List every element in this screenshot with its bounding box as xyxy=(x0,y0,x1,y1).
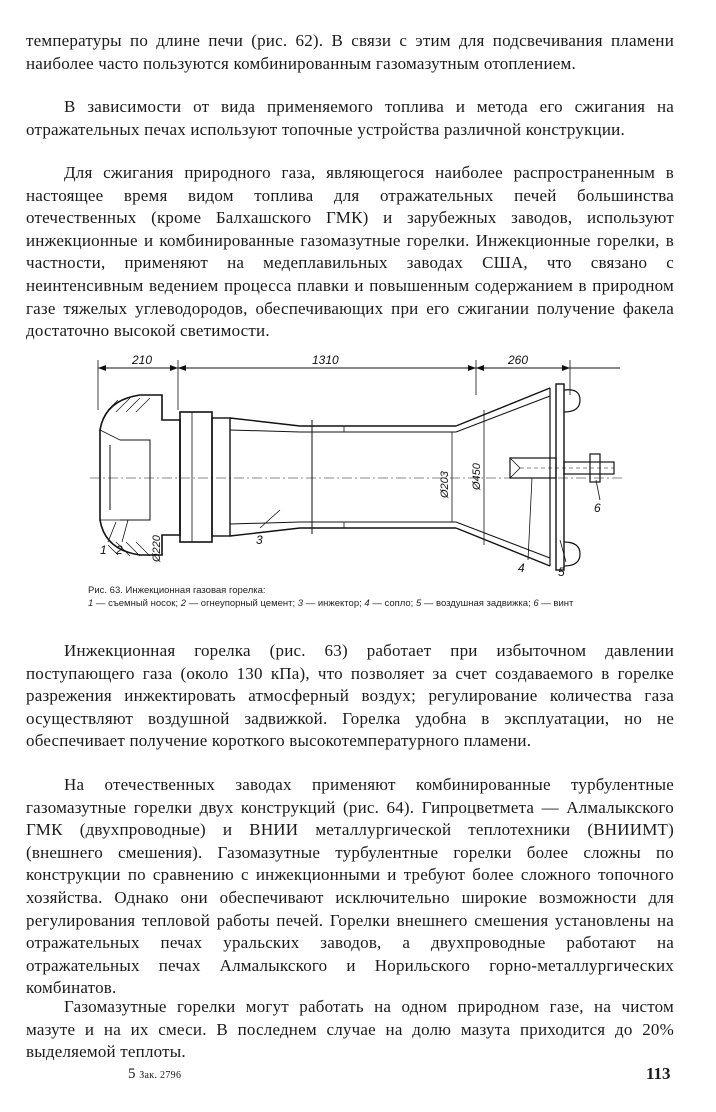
part-label-4: 4 xyxy=(518,561,525,575)
paragraph-4: Инжекционная горелка (рис. 63) работает при избыточном давлении поступающего газа (около 130 кПа), что позволяет за счет создаваемого в горелке разрежения инжектировать атмосферный воздух; регулирование количества газа осуществляют воздушной задвижкой. Горелка удобна в эксплуатации, но не обеспечивает получение короткого высокотемпературного пламени. xyxy=(26,641,674,751)
paragraph-3: Для сжигания природного газа, являющегося наиболее распространенным в настоящее время видом топлива для отражательных печей большинства отечественных (кроме Балхашского ГМК) и зарубежных заводов, используют инжекционные и комбинированные газомазутные горелки. Инжекционные горелки, в частности, применяют на медеплавильных заводах США, что связано с неинтенсивным ведением процесса плавки и повышенным содержанием в природном газе тяжелых углеводородов, обеспечивающих при его сжигании получение факела достаточно высокой светимости. xyxy=(26,163,674,341)
part-label-2: 2 xyxy=(116,543,123,557)
dimension-1310: 1310 xyxy=(312,353,339,367)
signature-text: Зак. 2796 xyxy=(139,1070,182,1081)
dimension-210: 210 xyxy=(132,353,153,367)
part-label-1: 1 xyxy=(100,543,107,557)
paragraph-2: В зависимости от вида применяемого топлива и метода его сжигания на отражательных печах используют топочные устройства различной конструкции. xyxy=(26,97,674,139)
caption-item-text-2: — огнеупорный цемент; xyxy=(186,597,298,609)
figure-caption xyxy=(88,585,598,610)
caption-item-num-6: 6 xyxy=(533,597,539,609)
caption-title: Рис. 63. Инжекционная газовая горелка: xyxy=(88,585,266,596)
caption-item-text-4: — сопло; xyxy=(369,597,416,609)
burner-drawing xyxy=(80,350,640,580)
paragraph-6: Газомазутные горелки могут работать на одном природном газе, на чистом мазуте и на их смеси. В последнем случае на долю мазута приходится до 20% выделяемой теплоты. xyxy=(26,997,674,1062)
page-number: 113 xyxy=(646,1064,671,1083)
diameter-220: Ø220 xyxy=(151,535,163,562)
caption-item-num-5: 5 xyxy=(415,597,422,609)
signature-number: 5 xyxy=(128,1066,136,1082)
part-label-3: 3 xyxy=(256,533,263,547)
caption-item-num-4: 4 xyxy=(364,597,370,609)
paragraph-5: На отечественных заводах применяют комбинированные турбулентные газомазутные горелки двух конструкций (рис. 64). Гипроцветмета — Алмалыкского ГМК (двухпроводные) и ВНИИ металлургической теплотехники (ВНИИМТ) (внешнего смешения). Газомазутные турбулентные горелки более сложны по конструкции по сравнению с инжекционными и требуют более сложного топочного хозяйства. Однако они обеспечивают исключительно широкие возможности для регулирования тепловой работы печей. Горелки внешнего смешения установлены на отражательных печах уральских заводов, а двухпроводные работают на отражательных печах Алмалыкского и Норильского горно-металлургических комбинатов. xyxy=(26,775,674,998)
printer-signature xyxy=(128,1066,181,1083)
part-label-6: 6 xyxy=(594,501,601,515)
part-label-5: 5 xyxy=(558,565,565,579)
dimension-260: 260 xyxy=(508,353,529,367)
diameter-203: Ø203 xyxy=(439,471,451,498)
caption-item-num-2: 2 xyxy=(180,597,187,609)
diameter-450: Ø450 xyxy=(471,463,483,490)
caption-item-num-3: 3 xyxy=(297,597,304,609)
caption-item-num-1: 1 xyxy=(88,597,94,609)
caption-item-text-3: — инжектор; xyxy=(303,597,365,609)
caption-item-text-6: — винт xyxy=(538,597,574,609)
caption-item-text-1: — съемный носок; xyxy=(93,597,181,609)
paragraph-1: температуры по длине печи (рис. 62). В связи с этим для подсвечивания пламени наиболее часто пользуются комбинированным газомазутным отоплением. xyxy=(26,31,674,73)
caption-item-text-5: — воздушная задвижка; xyxy=(421,597,534,609)
